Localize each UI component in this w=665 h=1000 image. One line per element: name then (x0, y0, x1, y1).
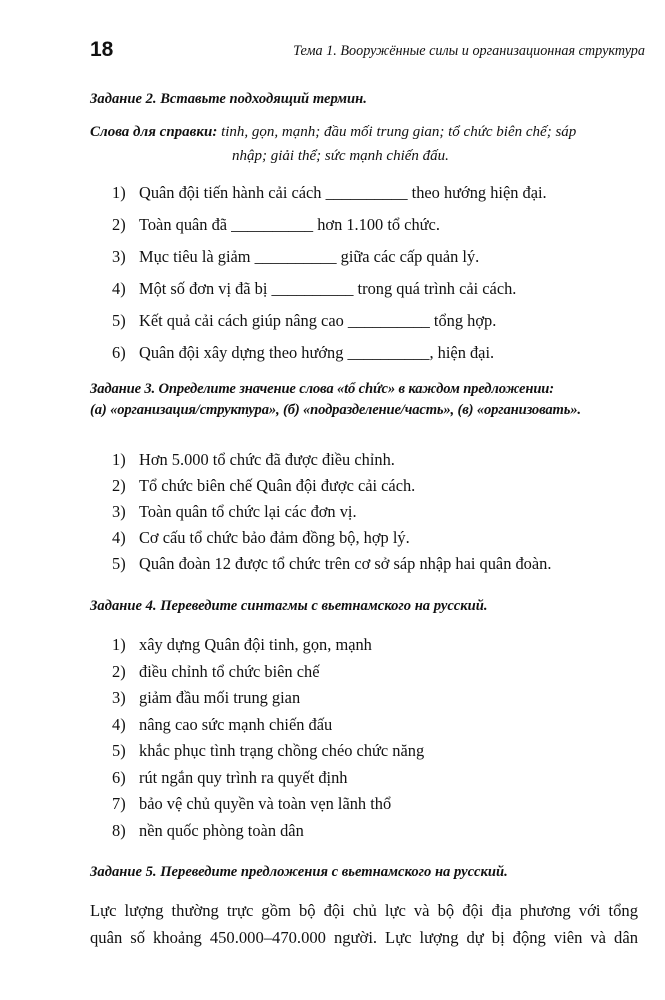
item-text: Kết quả cải cách giúp nâng cao __________ tổng hợp. (139, 311, 497, 330)
item-text: nền quốc phòng toàn dân (139, 820, 304, 840)
list-item (112, 791, 424, 818)
page-header (0, 36, 665, 64)
item-number: 7) (112, 794, 126, 813)
list-item (112, 337, 547, 369)
running-title: Тема 1. Вооружённые силы и организационная структура (293, 43, 645, 59)
task5-paragraph (90, 897, 638, 951)
list-item (112, 765, 424, 792)
item-number: 5) (112, 554, 126, 573)
item-text: Quân đội xây dựng theo hướng __________, hiện đại. (139, 343, 495, 362)
item-number: 1) (112, 635, 126, 654)
item-number: 4) (112, 279, 126, 298)
list-item (112, 525, 551, 551)
item-number: 1) (112, 183, 126, 202)
item-text: Toàn quân đã __________ hơn 1.100 tổ chức. (139, 215, 440, 234)
list-item (112, 738, 424, 765)
item-text: Toàn quân tổ chức lại các đơn vị. (139, 502, 357, 521)
list-item (112, 659, 424, 686)
task3-title: Задание 3. Определите значение слова «tổ chức» в каждом предложении: (90, 381, 554, 397)
task4-title: Задание 4. Переведите синтагмы с вьетнамского на русский. (90, 598, 488, 614)
item-number: 4) (112, 528, 126, 547)
list-item (112, 551, 551, 577)
item-text: Quân đoàn 12 được tổ chức trên cơ sở sáp nhập hai quân đoàn. (139, 554, 552, 573)
list-item (112, 305, 547, 337)
reference-words-text: tinh, gọn, mạnh; đầu mối trung gian; tổ chức biên chế; sáp (221, 124, 577, 140)
list-item (112, 447, 551, 473)
page-number: 18 (90, 38, 114, 61)
list-item (112, 499, 551, 525)
list-item (112, 473, 551, 499)
task3-list (112, 447, 551, 577)
item-text: rút ngắn quy trình ra quyết định (139, 767, 348, 787)
item-number: 5) (112, 741, 126, 760)
reference-line-1 (90, 120, 650, 144)
paragraph-line-2: quân số khoảng 450.000–470.000 người. Lực lượng dự bị động viên và dân (90, 928, 638, 947)
list-item (112, 273, 547, 305)
task3-title-continued: (а) «организация/структура», (б) «подразделение/часть», (в) «организовать». (90, 402, 581, 418)
item-number: 2) (112, 476, 126, 495)
task5-title: Задание 5. Переведите предложения с вьетнамского на русский. (90, 864, 508, 880)
item-text: nâng cao sức mạnh chiến đấu (139, 714, 333, 734)
item-text: bảo vệ chủ quyền và toàn vẹn lãnh thổ (139, 794, 392, 813)
item-text: Mục tiêu là giảm __________ giữa các cấp quản lý. (139, 247, 480, 266)
list-item (112, 241, 547, 273)
list-item (112, 712, 424, 739)
list-item (112, 685, 424, 712)
item-text: Quân đội tiến hành cải cách __________ theo hướng hiện đại. (139, 183, 547, 202)
item-number: 2) (112, 215, 126, 234)
reference-words (90, 120, 650, 168)
item-text: xây dựng Quân đội tinh, gọn, mạnh (139, 635, 372, 654)
item-number: 5) (112, 311, 126, 330)
item-text: giảm đầu mối trung gian (139, 688, 301, 707)
reference-words-continued: nhập; giải thể; sức mạnh chiến đấu. (232, 148, 449, 164)
task2-list (112, 177, 547, 369)
list-item (112, 177, 547, 209)
item-number: 2) (112, 661, 126, 681)
item-number: 6) (112, 767, 126, 787)
item-number: 6) (112, 343, 126, 362)
item-number: 1) (112, 450, 126, 469)
item-text: Cơ cấu tổ chức bảo đảm đồng bộ, hợp lý. (139, 528, 410, 547)
task2-title: Задание 2. Вставьте подходящий термин. (90, 91, 367, 107)
item-number: 8) (112, 820, 126, 840)
task4-list (112, 632, 424, 844)
reference-label: Слова для справки: (90, 124, 218, 140)
list-item (112, 209, 547, 241)
paragraph-line-1: Lực lượng thường trực gồm bộ đội chủ lực và bộ đội địa phương với tổng (90, 901, 638, 920)
item-number: 3) (112, 688, 126, 707)
item-text: Tổ chức biên chế Quân đội được cải cách. (139, 476, 416, 495)
item-text: Hơn 5.000 tổ chức đã được điều chỉnh. (139, 450, 395, 469)
item-text: điều chỉnh tổ chức biên chế (139, 661, 320, 681)
item-text: Một số đơn vị đã bị __________ trong quá trình cải cách. (139, 279, 517, 298)
list-item (112, 818, 424, 845)
item-number: 4) (112, 714, 126, 734)
item-number: 3) (112, 247, 126, 266)
item-number: 3) (112, 502, 126, 521)
list-item (112, 632, 424, 659)
item-text: khắc phục tình trạng chồng chéo chức năng (139, 741, 425, 760)
